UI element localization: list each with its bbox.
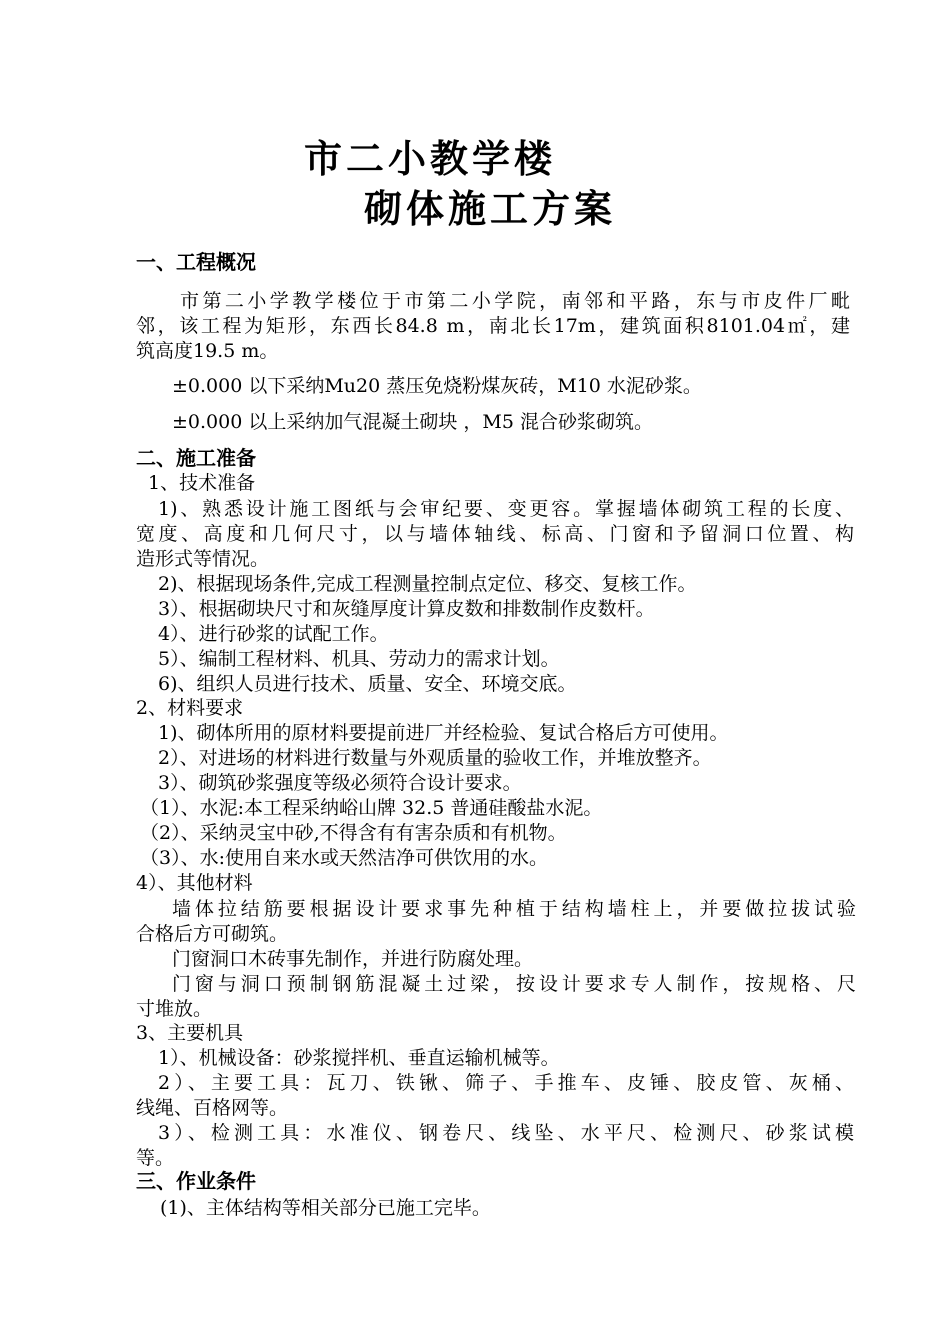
subsection-technical-prep: 1、技术准备 bbox=[148, 472, 256, 494]
subsection-materials: 2、材料要求 bbox=[136, 697, 244, 719]
material-item-2: 2）、对进场的材料进行数量与外观质量的验收工作，并堆放整齐。 bbox=[158, 747, 712, 769]
tech-item-6: 6)、组织人员进行技术、质量、安全、环境交底。 bbox=[158, 673, 577, 695]
tech-item-4: 4）、进行砂浆的试配工作。 bbox=[158, 623, 389, 645]
subsection-equipment: 3、主要机具 bbox=[136, 1022, 244, 1044]
equipment-item-2-line-2: 线绳、百格网等。 bbox=[136, 1097, 289, 1119]
tech-item-1-line-3: 造形式等情况。 bbox=[136, 548, 270, 570]
other-materials-p3-line-2: 寸堆放。 bbox=[136, 998, 213, 1020]
equipment-item-3-line-1: 3）、检测工具：水准仪、钢卷尺、线坠、水平尺、检测尺、砂浆试模 bbox=[158, 1122, 854, 1144]
other-materials-p1-line-1: 墙体拉结筋要根据设计要求事先种植于结构墙柱上，并要做拉拔试验 bbox=[172, 898, 856, 920]
other-materials-p3-line-1: 门窗与洞口预制钢筋混凝土过梁，按设计要求专人制作，按规格、尺 bbox=[172, 973, 856, 995]
tech-item-2: 2)、根据现场条件,完成工程测量控制点定位、移交、复核工作。 bbox=[158, 573, 697, 595]
section-heading-2: 二、施工准备 bbox=[136, 446, 256, 470]
tech-item-1-line-1: 1)、熟悉设计施工图纸与会审纪要、变更容。掌握墙体砌筑工程的长度、 bbox=[158, 498, 854, 520]
equipment-item-3-line-2: 等。 bbox=[136, 1147, 175, 1169]
section-heading-1: 一、工程概况 bbox=[136, 250, 256, 274]
material-item-3-sand: （2）、采纳灵宝中砂,不得含有有害杂质和有机物。 bbox=[140, 822, 567, 844]
overview-paragraph-line-3: 筑高度19.5 m。 bbox=[136, 340, 279, 362]
material-item-3: 3）、砌筑砂浆强度等级必须符合设计要求。 bbox=[158, 772, 522, 794]
material-item-1: 1)、砌体所用的原材料要提前进厂并经检验、复试合格后方可使用。 bbox=[158, 722, 729, 744]
title-line-1: 市二小教学楼 bbox=[304, 137, 557, 181]
condition-item-1: (1)、主体结构等相关部分已施工完毕。 bbox=[160, 1197, 491, 1219]
overview-paragraph-line-2: 邻，该工程为矩形，东西长84.8 m，南北长17m，建筑面积8101.04㎡，建 bbox=[136, 315, 850, 337]
equipment-item-1: 1）、机械设备：砂浆搅拌机、垂直运输机械等。 bbox=[158, 1047, 560, 1069]
overview-below-zero: ±0.000 以下采纳Mu20 蒸压免烧粉煤灰砖，M10 水泥砂浆。 bbox=[172, 375, 702, 397]
tech-item-5: 5）、编制工程材料、机具、劳动力的需求计划。 bbox=[158, 648, 560, 670]
material-item-3-cement: （1）、水泥:本工程采纳峪山牌 32.5 普通硅酸盐水泥。 bbox=[140, 797, 603, 819]
tech-item-1-line-2: 宽度、高度和几何尺寸，以与墙体轴线、标高、门窗和予留洞口位置、构 bbox=[136, 523, 854, 545]
other-materials-p2: 门窗洞口木砖事先制作，并进行防腐处理。 bbox=[172, 948, 534, 970]
material-item-4: 4）、其他材料 bbox=[136, 872, 253, 894]
equipment-item-2-line-1: 2）、主要工具：瓦刀、铁锹、筛子、手推车、皮锤、胶皮管、灰桶、 bbox=[158, 1072, 854, 1094]
other-materials-p1-line-2: 合格后方可砌筑。 bbox=[136, 923, 289, 945]
tech-item-3: 3）、根据砌块尺寸和灰缝厚度计算皮数和排数制作皮数杆。 bbox=[158, 598, 655, 620]
section-heading-3: 三、作业条件 bbox=[136, 1169, 256, 1193]
overview-paragraph-line-1: 市第二小学教学楼位于市第二小学院，南邻和平路，东与市皮件厂毗 bbox=[180, 290, 850, 312]
material-item-3-water: （3）、水:使用自来水或天然洁净可供饮用的水。 bbox=[140, 847, 548, 869]
overview-above-zero: ±0.000 以上采纳加气混凝土砌块 ，M5 混合砂浆砌筑。 bbox=[172, 411, 653, 433]
title-line-2: 砌体施工方案 bbox=[364, 187, 617, 231]
